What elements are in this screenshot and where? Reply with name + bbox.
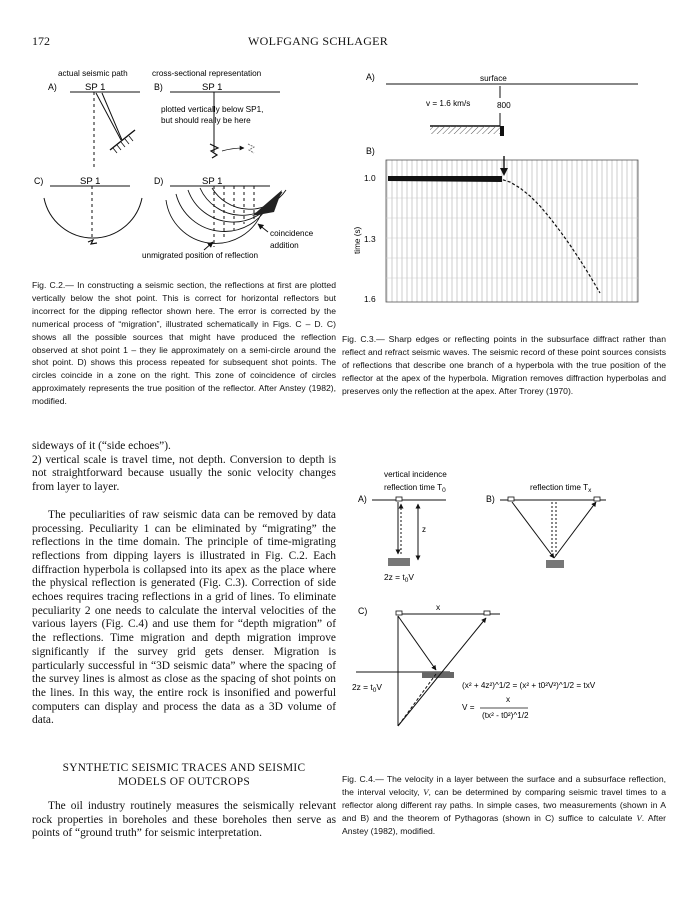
fig-c4-z-label: z [422, 525, 426, 534]
fig-c4-tx-subscript: x [588, 487, 592, 494]
fig-c4-a-equation [384, 572, 414, 584]
fig-c4-c-2z: 2z = t [352, 682, 373, 692]
figure-c2-diagram [30, 62, 340, 272]
fig-c3-tick-2: 1.3 [364, 234, 376, 244]
fig-c4-caption [342, 773, 666, 838]
page-number: 172 [32, 34, 50, 48]
fig-c4-caption-part-2: , can be determined by comparing seismic travel times to a reflector along different ray paths. In simple cases, two measurements (shown in A and B) and the theorem of Pythagoras (shown in C) suffice to calculate [342, 786, 667, 823]
fig-c2-label-a: A) [48, 82, 57, 92]
body-paragraph-2: 2) vertical scale is travel time, not depth. Conversion to depth is not straightforward because usually the sonic velocity changes from layer to layer. [32, 453, 336, 494]
section-heading-line-1: SYNTHETIC SEISMIC TRACES AND SEISMIC [62, 762, 306, 774]
fig-c3-label-a: A) [366, 72, 375, 82]
fig-c2-c-sp1: SP 1 [80, 176, 101, 187]
figure-c4-diagram [350, 464, 662, 734]
fig-c2-unmigrated-label: unmigrated position of reflection [142, 251, 259, 260]
fig-c3-depth-label: 800 [497, 101, 511, 110]
fig-c2-d-sp1: SP 1 [202, 176, 223, 187]
fig-c4-x-label: x [436, 602, 441, 612]
fig-c4-caption-part-1: Fig. C.4.— The velocity in a layer between the surface and a subsurface reflection, the interval velocity, [342, 774, 666, 797]
fig-c4-reflection-time-tx [530, 483, 592, 494]
fig-c4-label-b: B) [486, 494, 495, 504]
fig-c2-label-c: C) [34, 176, 44, 186]
figure-c3-diagram [350, 68, 662, 310]
fig-c4-c-sub: 0 [372, 687, 377, 694]
body-text-column [32, 440, 336, 728]
fig-c3-tick-1: 1.0 [364, 173, 376, 183]
fig-c2-cross-section-label: cross-sectional representation [152, 69, 262, 78]
fig-c4-caption-v-2: V [636, 812, 642, 823]
fig-c2-coincidence-label: coincidence [270, 229, 314, 238]
fig-c4-v-denominator: (tx² - t0²)^1/2 [482, 711, 529, 720]
fig-c3-caption: Fig. C.3.— Sharp edges or reflecting points in the subsurface diffract rather than reflect and refract seismic waves. The seismic record of these point sources consists of reflections that describe one branch of a hyperbola with the true position of the reflector at the apex of the hyperbola. Migration removes diffraction hyperbolas and preserves only the reflection at the apex. After Trorey (1970). [342, 334, 666, 396]
fig-c4-caption-part-3: . After Anstey (1982), modified. [342, 812, 666, 836]
fig-c4-c-equation [352, 682, 382, 694]
body-paragraph-3: The peculiarities of raw seismic data can be removed by data processing. Peculiarity 1 can be eliminated by “migrating” the reflections in the time domain. The principle of time-migrating reflections from dipping layers is illustrated in Fig. C.2. Each diffraction hyperbola is collapsed into its apex as the place where the physical reflection is generated (Fig. C.3). Correction of side echoes requires tracing reflections in a grid of lines. To eliminate peculiarity 2 one needs to calculate the interval velocities of the various layers (Fig. C.4) and use them for “depth migration” of the reflections. Time migration and depth migration improve significantly if the survey grid gets denser. Migration is particularly successful in “3D seismic data” where the spacing of the survey lines is almost as close as the spacing of shot points on the lines. In this way, the entire rock is insonified and powerful computers can display and process the data as a 3D volume of data. [32, 508, 336, 727]
fig-c2-label-d: D) [154, 176, 164, 186]
fig-c4-a-sub: 0 [404, 577, 409, 584]
fig-c2-plotted-line1: plotted vertically below SP1, [161, 105, 264, 114]
body-paragraph-final: The oil industry routinely measures the seismically relevant rock properties in boreholes and these boreholes then serve as points of “ground truth” for seismic interpretation. [32, 800, 336, 840]
fig-c4-label-c: C) [358, 606, 368, 616]
fig-c4-vertical-incidence: vertical incidence [384, 470, 447, 479]
fig-c2-label-b: B) [154, 82, 163, 92]
fig-c2-a-sp1: SP 1 [85, 82, 106, 93]
section-heading [32, 762, 336, 789]
fig-c4-v-label: V = [462, 703, 475, 712]
fig-c4-caption-v-1: V [423, 786, 429, 797]
fig-c4-a-v: V [408, 572, 414, 582]
fig-c4-a-2z: 2z = t [384, 572, 405, 582]
running-head: WOLFGANG SCHLAGER [248, 34, 389, 48]
fig-c4-c-v: V [376, 682, 382, 692]
fig-c4-reflection-time-t0 [384, 483, 446, 494]
fig-c3-velocity-label: v = 1.6 km/s [426, 99, 471, 108]
fig-c3-tick-3: 1.6 [364, 294, 376, 304]
fig-c3-time-axis-label: time (s) [353, 226, 362, 254]
body-paragraph-1: sideways of it (“side echoes”). [32, 440, 171, 452]
fig-c2-plotted-line2: but should really be here [161, 116, 251, 125]
fig-c2-addition-label: addition [270, 241, 299, 250]
fig-c2-actual-path-label: actual seismic path [58, 69, 128, 78]
fig-c4-t0-text: reflection time T [384, 483, 443, 492]
fig-c4-v-numerator: x [506, 695, 511, 704]
fig-c4-t0-subscript: 0 [442, 487, 446, 494]
fig-c2-b-sp1: SP 1 [202, 82, 223, 93]
fig-c3-label-b: B) [366, 146, 375, 156]
fig-c4-tx-text: reflection time T [530, 483, 589, 492]
fig-c4-pythagoras: (x² + 4z²)^1/2 = (x² + t0²V²)^1/2 = txV [462, 681, 596, 690]
fig-c3-surface-label: surface [480, 74, 507, 83]
section-heading-line-2: MODELS OF OUTCROPS [118, 775, 250, 788]
fig-c2-caption: Fig. C.2.— In constructing a seismic section, the reflections at first are plotted vertically below the shot point. This is correct for horizontal reflectors but incorrect for the dipping reflector shown here. The error is corrected by the numerical process of “migration”, illustrated schematically in Figs. C – D. C) shows all the possible sources that might have produced the reflection observed at shot point 1 – they lie approximately on a semi-circle around the shot point. D) shows this process repeated for subsequent shot points. The circles coincide in a zone on the right. This zone of coincidence of circles approximately represents the true position of the reflector. After Anstey (1982), modified. [32, 280, 336, 407]
fig-c4-label-a: A) [358, 494, 367, 504]
